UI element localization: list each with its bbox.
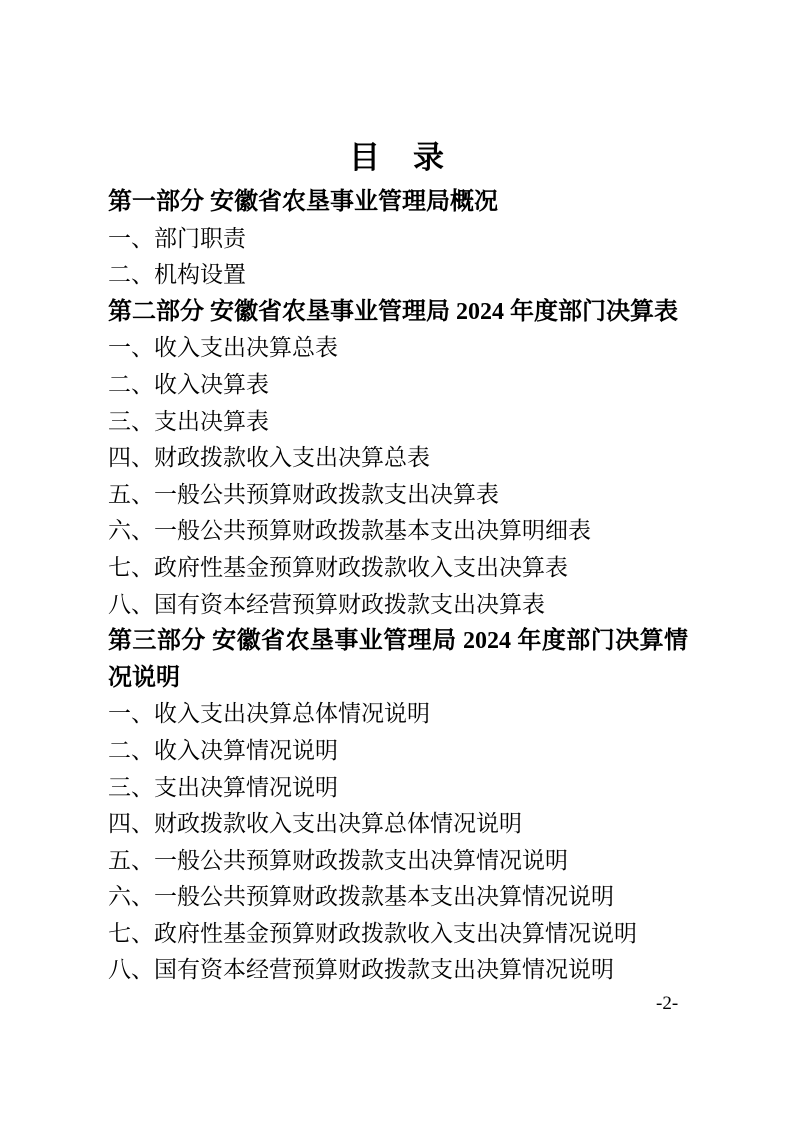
- toc-item: 八、国有资本经营预算财政拨款支出决算情况说明: [108, 957, 614, 983]
- toc-section-1-heading: 第一部分 安徽省农垦事业管理局概况: [108, 189, 498, 215]
- toc-item: 七、政府性基金预算财政拨款收入支出决算表: [108, 554, 568, 580]
- toc-item: 一、收入支出决算总表: [108, 335, 338, 361]
- toc-item: 一、收入支出决算总体情况说明: [108, 701, 430, 727]
- toc-item: 六、一般公共预算财政拨款基本支出决算情况说明: [108, 884, 614, 910]
- toc-item: 五、一般公共预算财政拨款支出决算情况说明: [108, 847, 568, 873]
- document-title: 目 录: [349, 140, 445, 175]
- toc-item: 八、国有资本经营预算财政拨款支出决算表: [108, 591, 545, 617]
- toc-section-2-heading: 第二部分 安徽省农垦事业管理局 2024 年度部门决算表: [108, 298, 678, 325]
- toc-item: 二、机构设置: [108, 262, 246, 288]
- table-of-contents: [108, 184, 688, 989]
- toc-section-3-heading: 第三部分 安徽省农垦事业管理局 2024 年度部门决算情况说明: [108, 628, 688, 691]
- toc-item: 二、收入决算情况说明: [108, 737, 338, 763]
- page-number: -2-: [656, 993, 679, 1014]
- toc-item: 一、部门职责: [108, 225, 246, 251]
- toc-item: 六、一般公共预算财政拨款基本支出决算明细表: [108, 518, 591, 544]
- toc-item: 五、一般公共预算财政拨款支出决算表: [108, 481, 499, 507]
- toc-item: 四、财政拨款收入支出决算总表: [108, 445, 430, 471]
- toc-item: 四、财政拨款收入支出决算总体情况说明: [108, 811, 522, 837]
- toc-item: 三、支出决算情况说明: [108, 774, 338, 800]
- toc-item: 三、支出决算表: [108, 408, 269, 434]
- toc-item: 二、收入决算表: [108, 371, 269, 397]
- toc-item: 七、政府性基金预算财政拨款收入支出决算情况说明: [108, 920, 637, 946]
